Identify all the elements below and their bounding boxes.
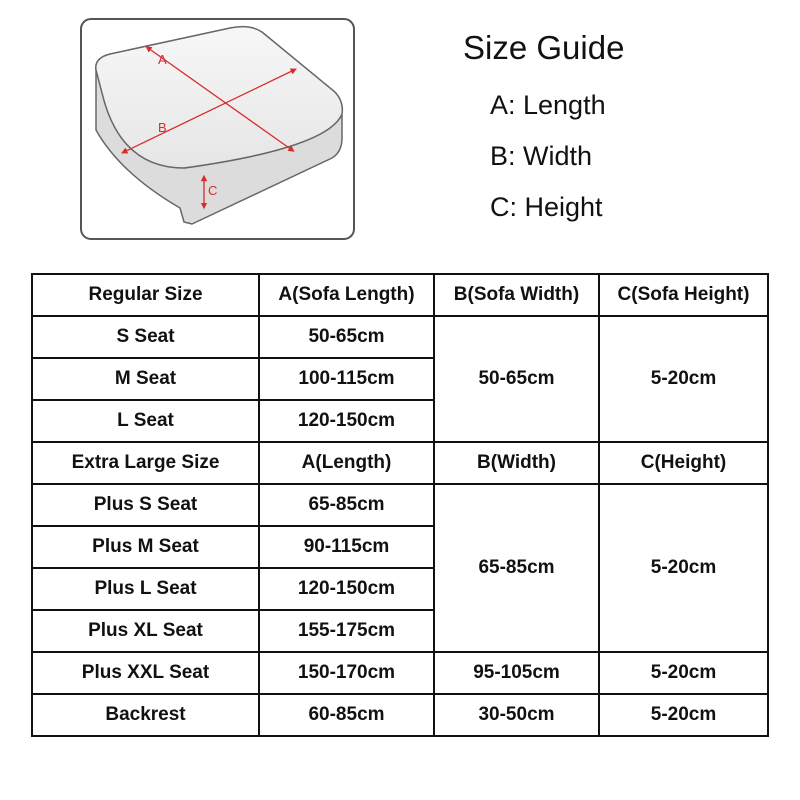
length-cell: 50-65cm (259, 316, 434, 358)
size-table (31, 273, 769, 737)
width-cell: 65-85cm (434, 484, 599, 652)
table-row (32, 484, 768, 526)
height-cell: 5-20cm (599, 652, 768, 694)
size-guide-legend (463, 28, 783, 233)
size-name-cell: M Seat (32, 358, 259, 400)
height-cell: 5-20cm (599, 694, 768, 736)
header-cell: Regular Size (32, 274, 259, 316)
size-name-cell: Plus XXL Seat (32, 652, 259, 694)
length-cell: 120-150cm (259, 568, 434, 610)
header-cell: A(Length) (259, 442, 434, 484)
legend-item-height: C: Height (490, 192, 603, 222)
length-cell: 100-115cm (259, 358, 434, 400)
header-cell: Extra Large Size (32, 442, 259, 484)
width-cell: 50-65cm (434, 316, 599, 442)
size-name-cell: Plus L Seat (32, 568, 259, 610)
size-name-cell: Backrest (32, 694, 259, 736)
cushion-illustration (80, 18, 355, 240)
size-guide-title: Size Guide (463, 29, 625, 66)
table-row (32, 694, 768, 736)
header-cell: B(Sofa Width) (434, 274, 599, 316)
cushion-diagram (80, 18, 355, 240)
header-cell: B(Width) (434, 442, 599, 484)
size-name-cell: S Seat (32, 316, 259, 358)
size-name-cell: L Seat (32, 400, 259, 442)
length-cell: 120-150cm (259, 400, 434, 442)
table-row (32, 316, 768, 358)
length-cell: 65-85cm (259, 484, 434, 526)
legend-item-length: A: Length (490, 90, 606, 120)
header-cell: C(Sofa Height) (599, 274, 768, 316)
mark-c: C (208, 183, 218, 198)
header-cell: A(Sofa Length) (259, 274, 434, 316)
mark-a: A (158, 52, 167, 67)
size-name-cell: Plus XL Seat (32, 610, 259, 652)
width-cell: 95-105cm (434, 652, 599, 694)
length-cell: 155-175cm (259, 610, 434, 652)
header-cell: C(Height) (599, 442, 768, 484)
mark-b: B (158, 120, 167, 135)
size-name-cell: Plus M Seat (32, 526, 259, 568)
extra-header-row (32, 442, 768, 484)
width-cell: 30-50cm (434, 694, 599, 736)
length-cell: 90-115cm (259, 526, 434, 568)
length-cell: 150-170cm (259, 652, 434, 694)
legend-item-width: B: Width (490, 141, 593, 171)
size-name-cell: Plus S Seat (32, 484, 259, 526)
table-row (32, 652, 768, 694)
regular-header-row (32, 274, 768, 316)
height-cell: 5-20cm (599, 484, 768, 652)
height-cell: 5-20cm (599, 316, 768, 442)
length-cell: 60-85cm (259, 694, 434, 736)
